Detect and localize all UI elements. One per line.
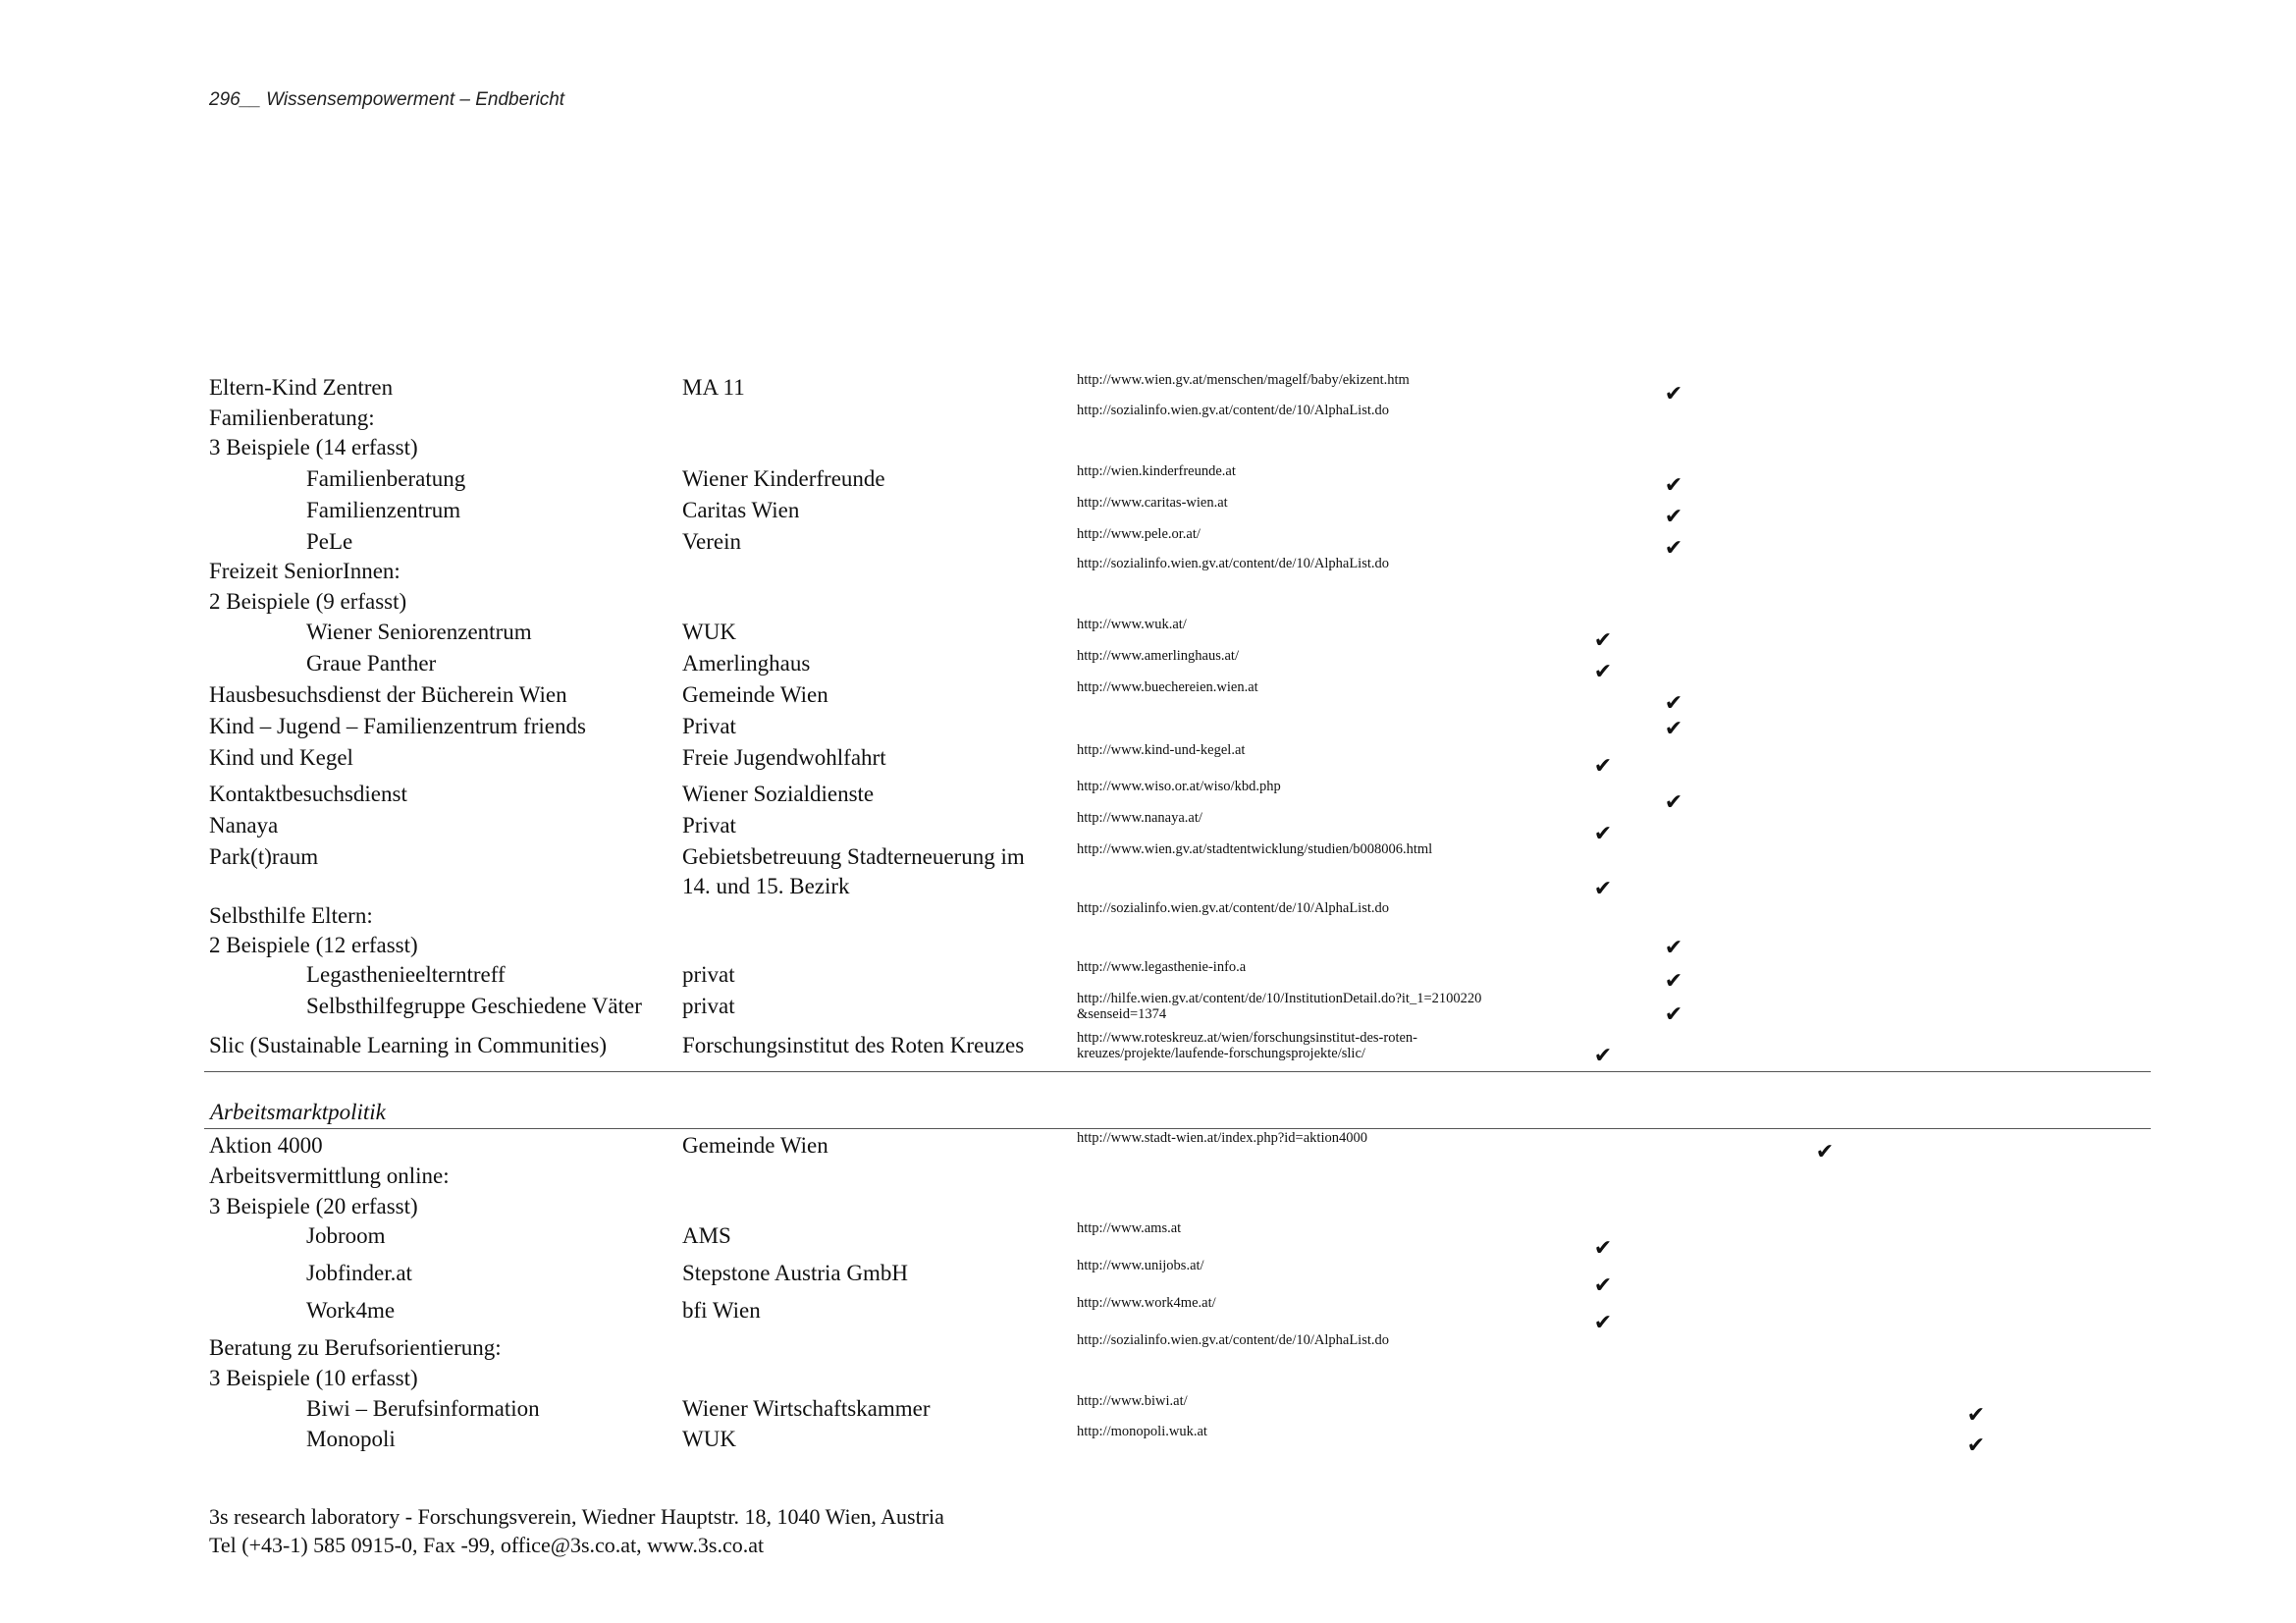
entry-name: 3 Beispiele (20 erfasst) [209, 1194, 418, 1218]
checkmark-icon: ✔ [1593, 1043, 1613, 1067]
sub-entry-name: Legasthenieelterntreff [306, 962, 506, 987]
entry-organization: Privat [682, 714, 736, 738]
checkmark-icon: ✔ [1593, 659, 1613, 683]
entry-name: Eltern-Kind Zentren [209, 375, 394, 400]
entry-organization: Freie Jugendwohlfahrt [682, 745, 886, 770]
sub-entry-name: Graue Panther [306, 651, 437, 676]
entry-organization: Wiener Wirtschaftskammer [682, 1396, 931, 1421]
entry-url-link[interactable]: http://www.caritas-wien.at [1077, 495, 1228, 511]
page-header: 296__ Wissensempowerment – Endbericht [209, 89, 565, 110]
entry-organization: AMS [682, 1223, 731, 1248]
entry-url-link[interactable]: http://www.stadt-wien.at/index.php?id=aktion4000 [1077, 1130, 1367, 1146]
sub-entry-name: Selbsthilfegruppe Geschiedene Väter [306, 994, 642, 1018]
entry-organization: WUK [682, 620, 736, 644]
entry-organization: WUK [682, 1427, 736, 1451]
entry-url-link[interactable]: http://www.amerlinghaus.at/ [1077, 648, 1239, 664]
sub-entry-name: PeLe [306, 529, 353, 554]
entry-organization: bfi Wien [682, 1298, 761, 1323]
checkmark-icon: ✔ [1664, 504, 1683, 528]
checkmark-icon: ✔ [1966, 1433, 1986, 1457]
entry-url-link[interactable]: http://sozialinfo.wien.gv.at/content/de/10/AlphaList.do [1077, 1332, 1390, 1348]
entry-url-link[interactable]: http://www.ams.at [1077, 1220, 1182, 1236]
entry-url-link[interactable]: http://wien.kinderfreunde.at [1077, 463, 1236, 479]
checkmark-icon: ✔ [1664, 1001, 1683, 1026]
table-bottom-rule [204, 1071, 2151, 1072]
entry-url-link[interactable]: http://hilfe.wien.gv.at/content/de/10/InstitutionDetail.do?it_1=2100220 [1077, 991, 1482, 1006]
entry-name: Freizeit SeniorInnen: [209, 559, 400, 583]
checkmark-icon: ✔ [1593, 1272, 1613, 1297]
checkmark-icon: ✔ [1593, 876, 1613, 900]
entry-name: Beratung zu Berufsorientierung: [209, 1335, 502, 1360]
entry-organization-cont: 14. und 15. Bezirk [682, 874, 850, 898]
checkmark-icon: ✔ [1966, 1402, 1986, 1427]
entry-url-link[interactable]: http://www.nanaya.at/ [1077, 810, 1202, 826]
entry-url-link[interactable]: http://sozialinfo.wien.gv.at/content/de/10/AlphaList.do [1077, 556, 1390, 571]
entry-url-link[interactable]: http://www.work4me.at/ [1077, 1295, 1216, 1311]
entry-url-link[interactable]: http://monopoli.wuk.at [1077, 1424, 1207, 1439]
entry-name: Hausbesuchsdienst der Bücherein Wien [209, 682, 567, 707]
checkmark-icon: ✔ [1664, 381, 1683, 406]
entry-organization: privat [682, 994, 735, 1018]
entry-organization: Amerlinghaus [682, 651, 811, 676]
checkmark-icon: ✔ [1664, 472, 1683, 497]
entry-name: Nanaya [209, 813, 279, 838]
entry-name: Kind und Kegel [209, 745, 353, 770]
entry-url-link[interactable]: http://www.wien.gv.at/menschen/magelf/baby/ekizent.htm [1077, 372, 1410, 388]
sub-entry-name: Jobroom [306, 1223, 386, 1248]
checkmark-icon: ✔ [1664, 690, 1683, 715]
entry-organization: Caritas Wien [682, 498, 800, 522]
entry-name: 2 Beispiele (9 erfasst) [209, 589, 407, 614]
checkmark-icon: ✔ [1664, 789, 1683, 814]
entry-url-link[interactable]: http://www.legasthenie-info.a [1077, 959, 1247, 975]
entry-url-link[interactable]: http://www.biwi.at/ [1077, 1393, 1188, 1409]
entry-name: Slic (Sustainable Learning in Communities) [209, 1033, 607, 1057]
entry-name: Kontaktbesuchsdienst [209, 782, 407, 806]
entry-organization: Gebietsbetreuung Stadterneuerung im [682, 844, 1025, 869]
entry-name: Arbeitsvermittlung online: [209, 1163, 450, 1188]
sub-entry-name: Biwi – Berufsinformation [306, 1396, 540, 1421]
checkmark-icon: ✔ [1664, 968, 1683, 993]
entry-url-link[interactable]: http://www.wien.gv.at/stadtentwicklung/studien/b008006.html [1077, 841, 1433, 857]
sub-entry-name: Work4me [306, 1298, 396, 1323]
entry-url-link[interactable]: http://www.wiso.or.at/wiso/kbd.php [1077, 779, 1281, 794]
section-rule [204, 1128, 2151, 1129]
section-title-arbeitsmarktpolitik: Arbeitsmarktpolitik [210, 1100, 386, 1124]
checkmark-icon: ✔ [1664, 535, 1683, 560]
entry-organization: privat [682, 962, 735, 987]
entry-organization: Wiener Sozialdienste [682, 782, 875, 806]
footer-address: 3s research laboratory - Forschungsverein, Wiedner Hauptstr. 18, 1040 Wien, Austria [209, 1504, 944, 1529]
checkmark-icon: ✔ [1664, 935, 1683, 959]
entry-name: Aktion 4000 [209, 1133, 323, 1158]
entry-url-link-cont[interactable]: kreuzes/projekte/laufende-forschungsprojekte/slic/ [1077, 1046, 1365, 1061]
entry-url-link[interactable]: http://www.wuk.at/ [1077, 617, 1187, 632]
footer-contact: Tel (+43-1) 585 0915-0, Fax -99, office@3s.co.at, www.3s.co.at [209, 1533, 765, 1557]
sub-entry-name: Jobfinder.at [306, 1261, 412, 1285]
entry-name: 3 Beispiele (14 erfasst) [209, 435, 418, 460]
sub-entry-name: Monopoli [306, 1427, 396, 1451]
entry-organization: Stepstone Austria GmbH [682, 1261, 908, 1285]
entry-organization: MA 11 [682, 375, 745, 400]
entry-organization: Privat [682, 813, 736, 838]
entry-organization: Gemeinde Wien [682, 682, 828, 707]
sub-entry-name: Familienzentrum [306, 498, 461, 522]
entry-url-link[interactable]: http://www.buechereien.wien.at [1077, 679, 1258, 695]
entry-name: Familienberatung: [209, 406, 375, 430]
checkmark-icon: ✔ [1815, 1139, 1835, 1163]
entry-organization: Verein [682, 529, 742, 554]
sub-entry-name: Familienberatung [306, 466, 466, 491]
entry-url-link[interactable]: http://sozialinfo.wien.gv.at/content/de/10/AlphaList.do [1077, 900, 1390, 916]
checkmark-icon: ✔ [1593, 1310, 1613, 1334]
entry-url-link[interactable]: http://www.unijobs.at/ [1077, 1258, 1204, 1273]
checkmark-icon: ✔ [1593, 821, 1613, 845]
entry-url-link[interactable]: http://www.roteskreuz.at/wien/forschungsinstitut-des-roten- [1077, 1030, 1417, 1046]
checkmark-icon: ✔ [1664, 716, 1683, 740]
entry-name: 2 Beispiele (12 erfasst) [209, 933, 418, 957]
entry-organization: Gemeinde Wien [682, 1133, 828, 1158]
entry-organization: Wiener Kinderfreunde [682, 466, 885, 491]
checkmark-icon: ✔ [1593, 753, 1613, 778]
checkmark-icon: ✔ [1593, 1235, 1613, 1260]
entry-name: Park(t)raum [209, 844, 319, 869]
entry-name: 3 Beispiele (10 erfasst) [209, 1366, 418, 1390]
entry-name: Kind – Jugend – Familienzentrum friends [209, 714, 586, 738]
entry-url-link[interactable]: http://www.pele.or.at/ [1077, 526, 1201, 542]
entry-url-link-cont[interactable]: &senseid=1374 [1077, 1006, 1167, 1022]
sub-entry-name: Wiener Seniorenzentrum [306, 620, 532, 644]
entry-name: Selbsthilfe Eltern: [209, 903, 373, 928]
entry-url-link[interactable]: http://sozialinfo.wien.gv.at/content/de/10/AlphaList.do [1077, 403, 1390, 418]
entry-organization: Forschungsinstitut des Roten Kreuzes [682, 1033, 1025, 1057]
entry-url-link[interactable]: http://www.kind-und-kegel.at [1077, 742, 1246, 758]
checkmark-icon: ✔ [1593, 627, 1613, 652]
